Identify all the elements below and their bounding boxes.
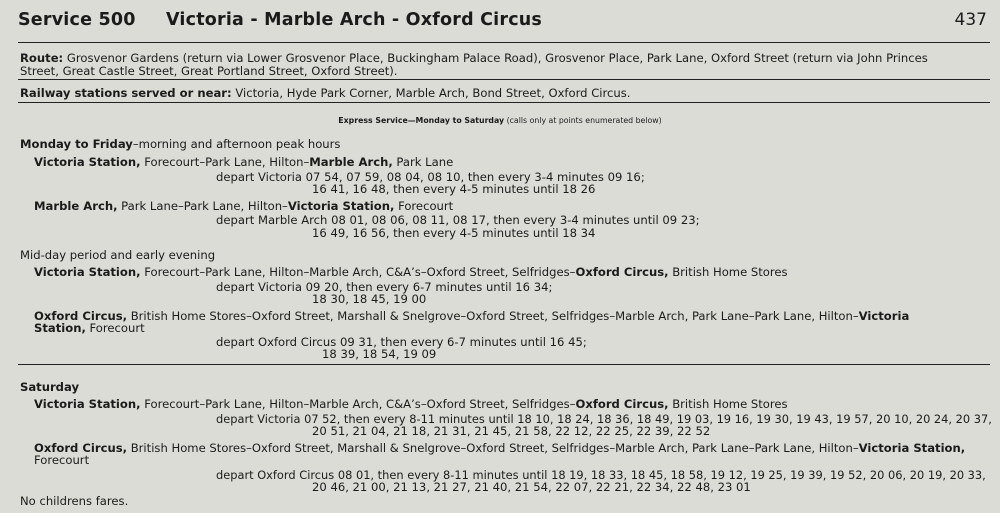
railway-stations: Railway stations served or near: Victoria, Hyde Park Corner, Marble Arch, Bond Street, Oxford Circus. — [20, 86, 631, 100]
saturday-trip2-route-cont: Forecourt — [34, 453, 90, 467]
route-line-1: Route: Grosvenor Gardens (return via Lower Grosvenor Place, Buckingham Palace Road), Grosvenor Place, Park Lane, Oxford Street (return via John Princes — [20, 51, 928, 65]
saturday-trip2-route: Oxford Circus, British Home Stores–Oxford Street, Marshall & Snelgrove–Oxford Street, Selfridges–Marble Arch, Park Lane–Park Lane, Hilton–Victoria Station, — [34, 441, 966, 455]
saturday-period: Saturday — [20, 380, 80, 394]
midday-trip1-depart-2: 18 30, 18 45, 19 00 — [312, 292, 427, 306]
saturday-trip1-route: Victoria Station, Forecourt–Park Lane, Hilton–Marble Arch, C&A’s–Oxford Street, Selfridges–Oxford Circus, British Home Stores — [34, 397, 788, 411]
divider — [18, 79, 990, 80]
weekday-trip2-depart-1: depart Marble Arch 08 01, 08 06, 08 11, 08 17, then every 3-4 minutes until 09 23; — [216, 213, 700, 227]
service-number: Service 500 — [18, 10, 136, 30]
midday-trip2-route: Oxford Circus, British Home Stores–Oxford Street, Marshall & Snelgrove–Oxford Street, Selfridges–Marble Arch, Park Lane–Park Lane, Hilton–Victoria — [34, 309, 910, 323]
weekday-trip1-route: Victoria Station, Forecourt–Park Lane, Hilton–Marble Arch, Park Lane — [34, 155, 454, 169]
saturday-trip1-depart-1: depart Victoria 07 52, then every 8-11 minutes until 18 10, 18 24, 18 36, 18 49, 19 03, 19 16, 19 30, 19 43, 19 57, 20 10, 20 24, 20 37, — [216, 412, 992, 426]
midday-trip2-depart-2: 18 39, 18 54, 19 09 — [322, 347, 437, 361]
midday-trip1-route: Victoria Station, Forecourt–Park Lane, Hilton–Marble Arch, C&A’s–Oxford Street, Selfridges–Oxford Circus, British Home Stores — [34, 265, 788, 279]
saturday-trip2-depart-1: depart Oxford Circus 08 01, then every 8-11 minutes until 18 19, 18 33, 18 45, 18 58, 19 12, 19 25, 19 39, 19 52, 20 06, 20 19, 20 33, — [216, 468, 986, 482]
midday-period: Mid-day period and early evening — [20, 248, 216, 262]
weekday-trip2-depart-2: 16 49, 16 56, then every 4-5 minutes until 18 34 — [312, 226, 596, 240]
divider — [18, 42, 990, 43]
page-header — [18, 10, 993, 40]
service-title: Victoria - Marble Arch - Oxford Circus — [166, 10, 543, 30]
divider — [18, 102, 990, 103]
saturday-trip2-depart-2: 20 46, 21 00, 21 13, 21 27, 21 40, 21 54, 22 07, 22 21, 22 34, 22 48, 23 01 — [312, 480, 751, 494]
weekday-period: Monday to Friday–morning and afternoon peak hours — [20, 137, 341, 151]
midday-trip1-depart-1: depart Victoria 09 20, then every 6-7 minutes until 16 34; — [216, 280, 553, 294]
weekday-trip1-depart-1: depart Victoria 07 54, 07 59, 08 04, 08 10, then every 3-4 minutes 09 16; — [216, 170, 645, 184]
weekday-trip2-route: Marble Arch, Park Lane–Park Lane, Hilton–Victoria Station, Forecourt — [34, 199, 454, 213]
saturday-trip1-depart-2: 20 51, 21 04, 21 18, 21 31, 21 45, 21 58, 22 12, 22 25, 22 39, 22 52 — [312, 424, 711, 438]
page-number: 437 — [954, 10, 987, 30]
weekday-trip1-depart-2: 16 41, 16 48, then every 4-5 minutes until 18 26 — [312, 182, 596, 196]
express-heading: Express Service—Monday to Saturday (calls only at points enumerated below) — [338, 116, 662, 125]
divider — [18, 364, 990, 365]
midday-trip2-depart-1: depart Oxford Circus 09 31, then every 6-7 minutes until 16 45; — [216, 335, 587, 349]
footer-note: No childrens fares. — [20, 494, 129, 508]
route-line-2: Street, Great Castle Street, Great Portland Street, Oxford Street). — [20, 64, 398, 78]
midday-trip2-route-cont: Station, Forecourt — [34, 321, 145, 335]
